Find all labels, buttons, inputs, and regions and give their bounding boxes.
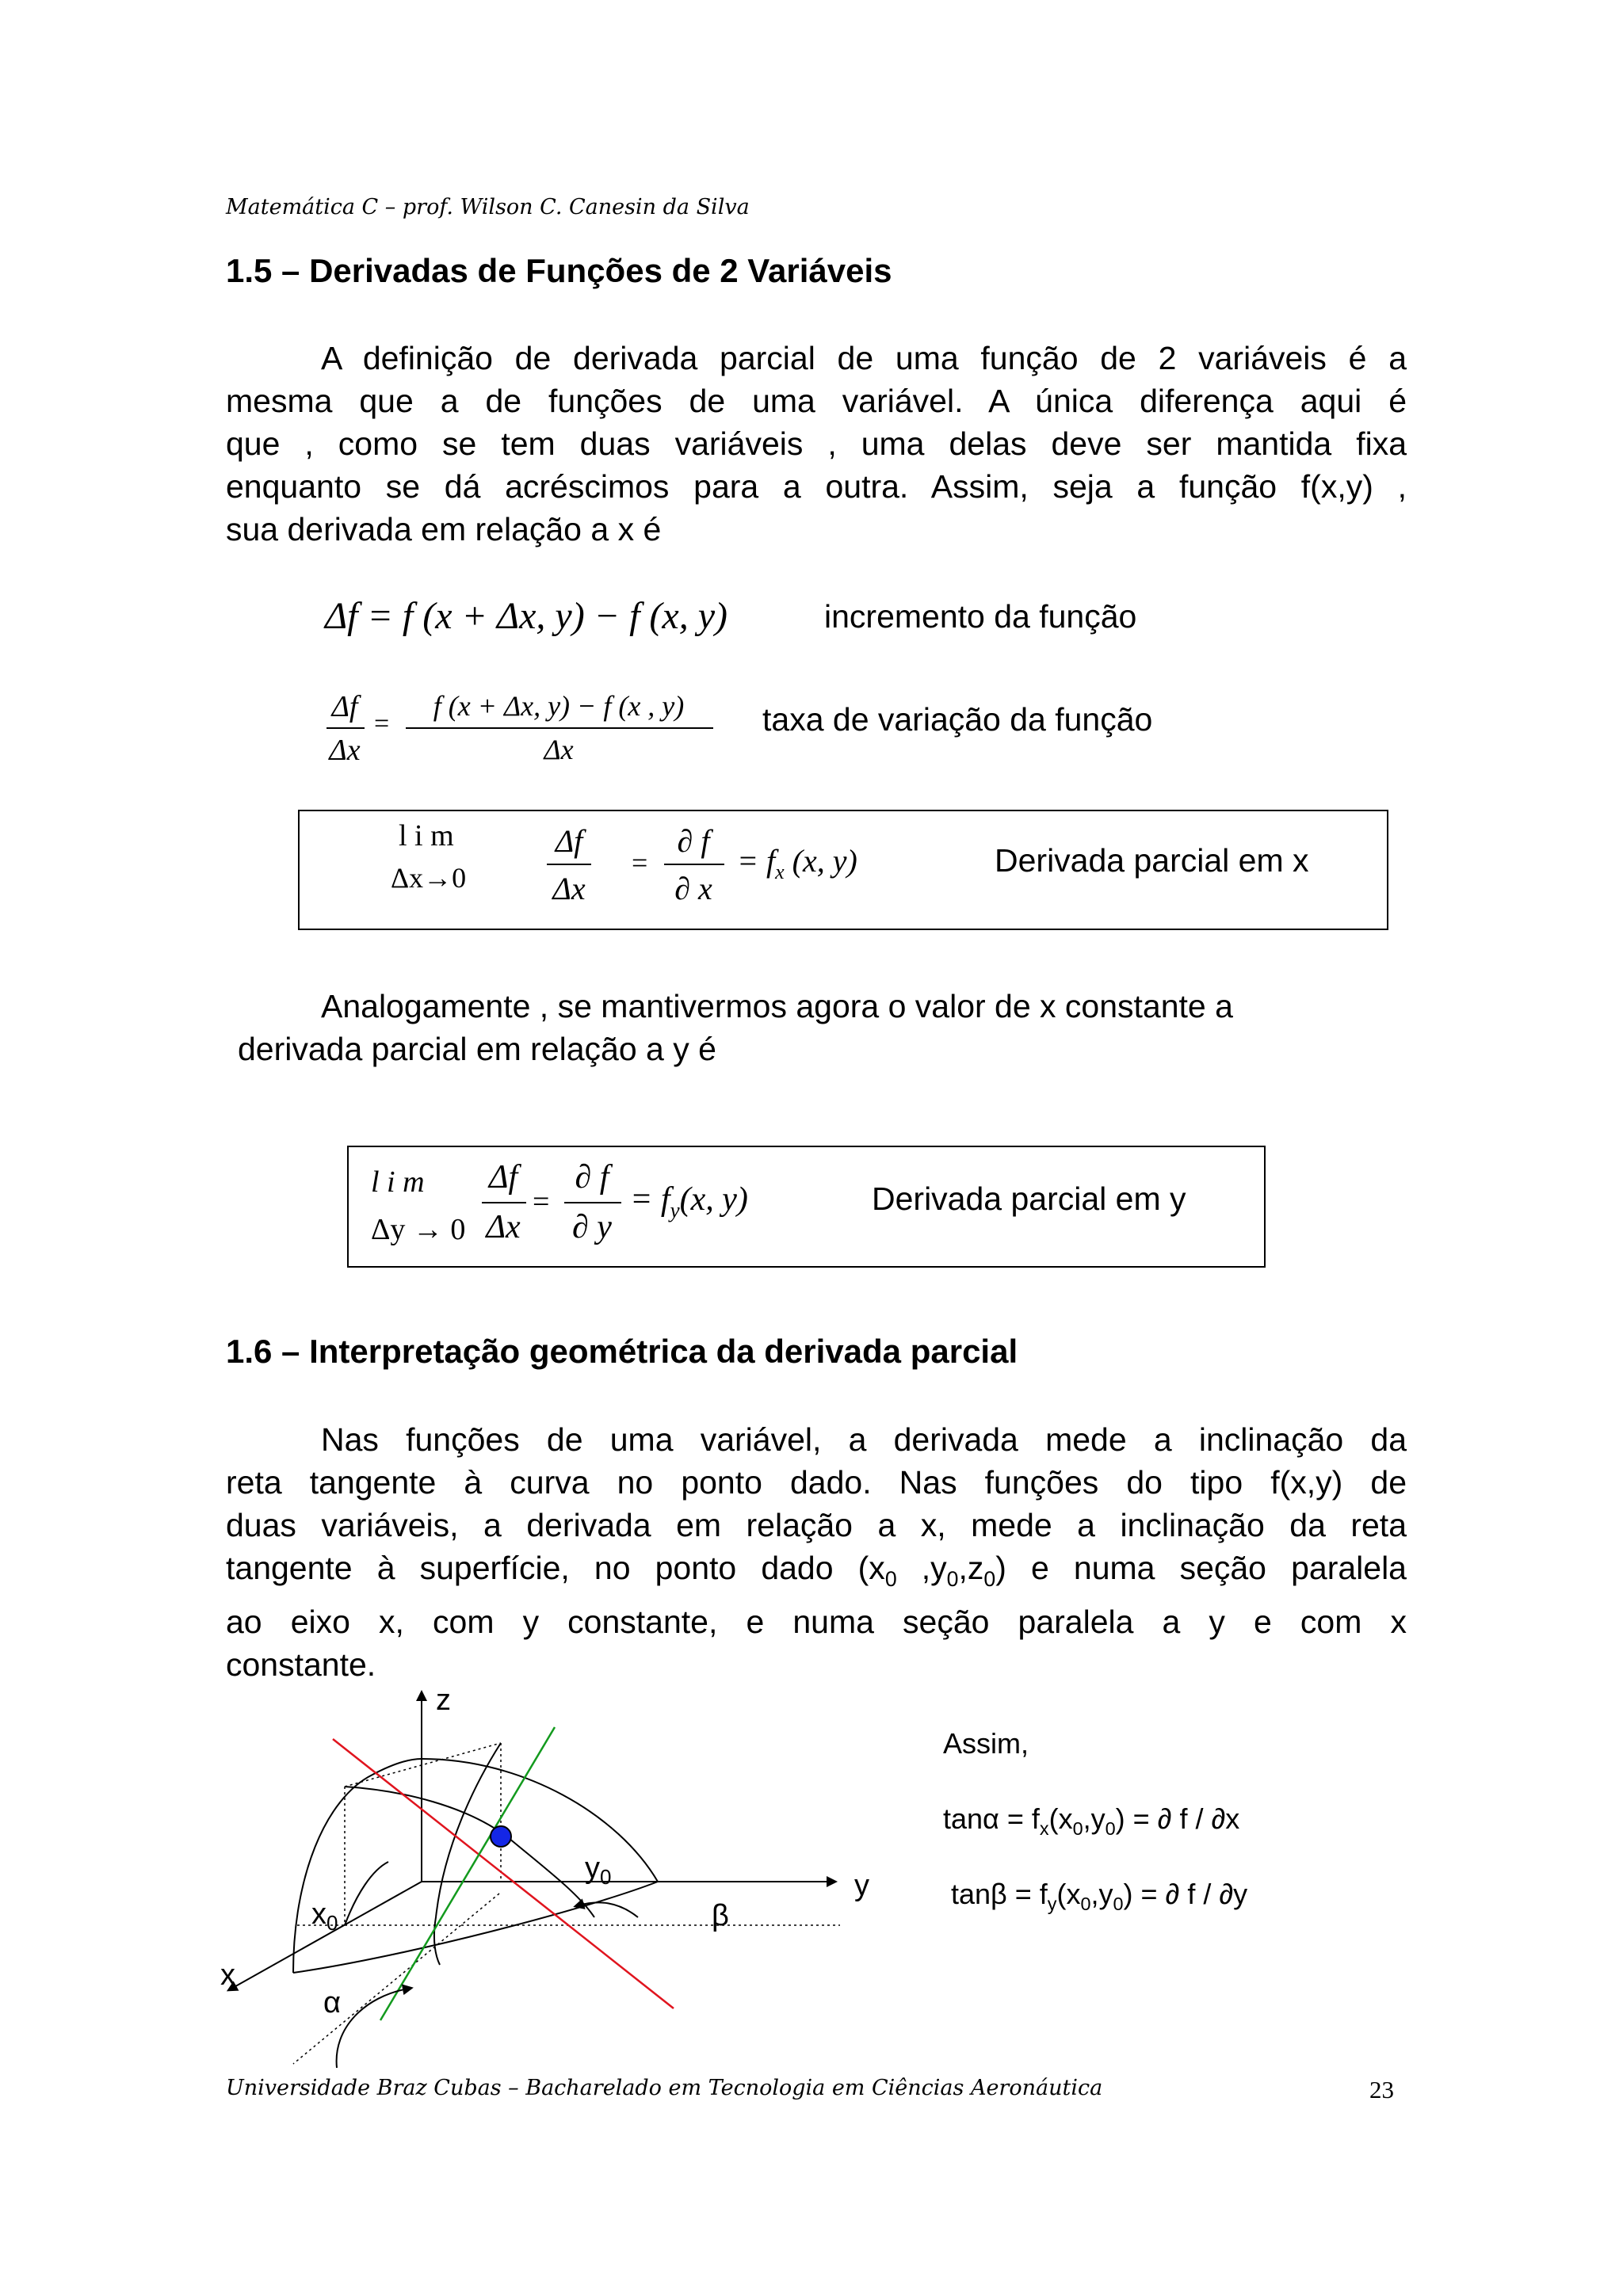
subscript: x <box>1039 1818 1049 1840</box>
eq4-eq: = <box>533 1185 550 1219</box>
eq4-den1: Δx <box>486 1209 521 1245</box>
eq2-num: f (x + Δx, y) − f (x , y) <box>433 690 685 722</box>
tangent-point <box>491 1826 511 1847</box>
text-run: tangente à superfície, no ponto dado (x <box>226 1550 885 1586</box>
tangent-line-y <box>380 1727 555 2020</box>
eq3-den1: Δx <box>552 871 586 906</box>
subscript: 0 <box>983 1567 996 1592</box>
partial-derivative-figure <box>206 1680 888 2076</box>
label-partial-y: Derivada parcial em y <box>872 1180 1186 1217</box>
para-line: ao eixo x, com y constante, e numa seção paralela a y e com x <box>226 1604 1407 1641</box>
x-axis-label: x <box>220 1958 235 1992</box>
eq4-num1: Δf <box>488 1159 518 1196</box>
x0-label <box>311 1897 338 1935</box>
beta-label: β <box>712 1899 729 1932</box>
y-axis-label: y <box>854 1869 869 1902</box>
eq4-num2: ∂ f <box>575 1159 609 1196</box>
eq3-num2: ∂ f <box>677 823 710 859</box>
label-increment: incremento da função <box>824 598 1137 635</box>
section-title-1-6: 1.6 – Interpretação geométrica da derivada parcial <box>226 1333 1018 1370</box>
equation-increment: Δf = f (x + Δx, y) − f (x, y) <box>325 595 727 637</box>
text-run: ,y <box>1083 1802 1106 1835</box>
para-line: constante. <box>226 1646 376 1684</box>
text-run: ) = ∂ f / ∂y <box>1123 1878 1248 1910</box>
paragraph-analog <box>226 985 1379 1070</box>
subscript: 0 <box>946 1567 959 1592</box>
para-line-with-subscripts <box>226 1547 1407 1600</box>
eq3-rhs-f: = f <box>737 843 776 879</box>
text-run: ,y <box>896 1550 947 1586</box>
eq3-rhs-args: (x, y) <box>792 843 857 879</box>
eq3-num1: Δf <box>555 823 583 859</box>
eq4-bar2 <box>564 1202 621 1203</box>
eq3-den2: ∂ x <box>674 871 712 906</box>
para-line: derivada parcial em relação a y é <box>238 1031 716 1067</box>
page-number: 23 <box>1369 2076 1394 2103</box>
text-run: ) e numa seção paralela <box>995 1550 1407 1586</box>
para-line: reta tangente à curva no ponto dado. Nas funções do tipo f(x,y) de <box>226 1464 1407 1501</box>
surface-edge <box>293 1882 658 1973</box>
subscript: 0 <box>1072 1818 1083 1840</box>
x0-letter: x <box>311 1897 327 1931</box>
y0-label <box>585 1852 611 1889</box>
label-rate: taxa de variação da função <box>762 701 1153 738</box>
para-line: Nas funções de uma variável, a derivada mede a inclinação da <box>321 1421 1407 1458</box>
eq4-rhs-f: = f <box>630 1181 670 1218</box>
tangent-line-x <box>333 1739 674 2008</box>
eq4-rhs-sub: y <box>670 1198 680 1222</box>
eq2-bar <box>406 727 713 729</box>
running-footer: Universidade Braz Cubas – Bacharelado em Tecnologia em Ciências Aeronáutica <box>226 2076 1103 2100</box>
paragraph-geometric <box>226 1418 1407 1686</box>
subscript: 0 <box>1105 1818 1116 1840</box>
eq3-lim: l i m <box>399 819 454 852</box>
eq3-bar2 <box>664 864 724 865</box>
running-header: Matemática C – prof. Wilson C. Canesin da Silva <box>226 195 750 219</box>
eq2-bar-lhs <box>327 727 365 729</box>
tan-beta-formula <box>951 1878 1247 1915</box>
alpha-angle-arrow <box>337 1989 408 2068</box>
subscript: 0 <box>1113 1894 1124 1915</box>
x0-sub: 0 <box>327 1911 338 1935</box>
para-line: A definição de derivada parcial de uma função de 2 variáveis é a <box>321 340 1407 376</box>
eq2-equals: = <box>374 709 390 738</box>
subscript: 0 <box>884 1567 897 1592</box>
eq2-den: Δx <box>544 734 574 765</box>
section-title-1-5: 1.5 – Derivadas de Funções de 2 Variáveis <box>226 252 892 289</box>
y0-sub: 0 <box>600 1865 612 1889</box>
eq3-bar1 <box>547 864 591 865</box>
eq4-rhs-args: (x, y) <box>679 1181 748 1218</box>
y0-letter: y <box>585 1852 600 1885</box>
x-axis <box>231 1882 422 1989</box>
eq4-bar1 <box>482 1202 526 1203</box>
para-line: que , como se tem duas variáveis , uma delas deve ser mantida fixa <box>226 425 1407 462</box>
text-run: ,z <box>958 1550 984 1586</box>
para-line: Analogamente , se mantivermos agora o valor de x constante a <box>321 988 1233 1024</box>
z-label: z <box>436 1684 451 1717</box>
para-line: duas variáveis, a derivada em relação a x, mede a inclinação da reta <box>226 1507 1407 1543</box>
text-run: tanα = f <box>943 1802 1040 1835</box>
eq4-lim-sub: Δy → 0 <box>371 1213 466 1246</box>
eq2-num-lhs: Δf <box>331 690 358 723</box>
eq3-eq: = <box>632 847 648 879</box>
eq4-den2: ∂ y <box>572 1209 612 1245</box>
surface-edge <box>293 1759 422 1973</box>
eq4-lim: l i m <box>371 1165 425 1199</box>
text-run: (x <box>1048 1802 1073 1835</box>
eq4-rhs <box>630 1180 748 1222</box>
subscript: y <box>1047 1894 1057 1915</box>
subscript: 0 <box>1080 1894 1091 1915</box>
text-run: ) = ∂ f / ∂x <box>1115 1802 1240 1835</box>
paragraph-intro <box>226 337 1407 551</box>
surface-contour <box>345 1862 388 1925</box>
eq2-den-lhs: Δx <box>329 734 361 767</box>
section-curve-x <box>345 1787 594 1917</box>
label-partial-x: Derivada parcial em x <box>995 842 1309 879</box>
eq3-rhs <box>737 842 857 884</box>
alpha-label: α <box>323 1986 341 2019</box>
text-run: ,y <box>1090 1878 1113 1910</box>
para-line: mesma que a de funções de uma variável. A única diferença aqui é <box>226 383 1407 419</box>
para-line: sua derivada em relação a x é <box>226 511 662 547</box>
assim-text: Assim, <box>943 1727 1029 1760</box>
text-run: tanβ = f <box>951 1878 1048 1910</box>
tan-alpha-formula <box>943 1802 1239 1840</box>
para-line: enquanto se dá acréscimos para a outra. Assim, seja a função f(x,y) , <box>226 468 1407 505</box>
text-run: (x <box>1056 1878 1081 1910</box>
eq3-rhs-sub: x <box>775 860 785 883</box>
eq3-lim-sub: Δx→0 <box>391 862 467 894</box>
